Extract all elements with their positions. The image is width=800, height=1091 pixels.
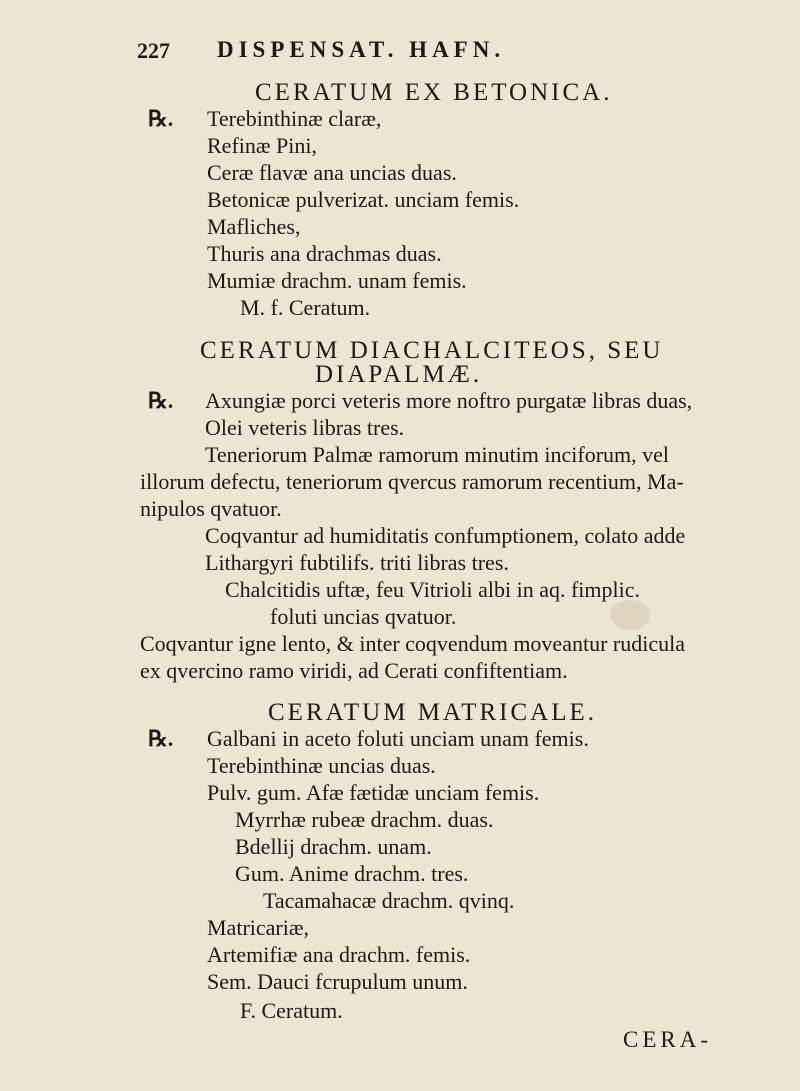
running-title: DISPENSAT. HAFN. bbox=[217, 37, 506, 62]
text-line: Teneriorum Palmæ ramorum minutim inciforum, vel bbox=[205, 442, 670, 467]
text-line: Refinæ Pini, bbox=[207, 133, 318, 158]
text-line: nipulos qvatuor. bbox=[140, 496, 282, 521]
recipe-symbol: ℞. bbox=[148, 726, 174, 751]
recipe-symbol: ℞. bbox=[148, 388, 174, 413]
text-line: Mafliches, bbox=[207, 214, 301, 239]
recipe-symbol: ℞. bbox=[148, 106, 174, 131]
text-line: Pulv. gum. Afæ fætidæ unciam femis. bbox=[207, 780, 540, 805]
text-line: Artemifiæ ana drachm. femis. bbox=[207, 942, 471, 967]
section-title-diachalciteos: CERATUM DIACHALCITEOS, SEU bbox=[200, 337, 664, 364]
text-line: Myrrhæ rubeæ drachm. duas. bbox=[235, 807, 494, 832]
text-line: Betonicæ pulverizat. unciam femis. bbox=[207, 187, 520, 212]
text-line: Thuris ana drachmas duas. bbox=[207, 241, 442, 266]
page-number: 227 bbox=[137, 38, 170, 63]
text-line: M. f. Ceratum. bbox=[240, 295, 371, 320]
text-line: ex qvercino ramo viridi, ad Cerati confiftentiam. bbox=[140, 658, 568, 683]
text-line: Coqvantur ad humiditatis confumptionem, colato adde bbox=[205, 523, 686, 548]
section-subtitle-diapalmae: DIAPALMÆ. bbox=[315, 361, 483, 388]
catchword: CERA- bbox=[623, 1027, 712, 1052]
section-title-betonica: CERATUM EX BETONICA. bbox=[255, 79, 613, 106]
text-line: F. Ceratum. bbox=[240, 998, 343, 1023]
text-line: Axungiæ porci veteris more noftro purgatæ libras duas, bbox=[205, 388, 693, 413]
text-line: Sem. Dauci fcrupulum unum. bbox=[207, 969, 468, 994]
text-line: Mumiæ drachm. unam femis. bbox=[207, 268, 467, 293]
text-line: Bdellij drachm. unam. bbox=[235, 834, 432, 859]
text-line: Terebinthinæ uncias duas. bbox=[207, 753, 436, 778]
text-line: Tacamahacæ drachm. qvinq. bbox=[263, 888, 515, 913]
text-line: Terebinthinæ claræ, bbox=[207, 106, 382, 131]
text-line: illorum defectu, teneriorum qvercus ramorum recentium, Ma- bbox=[140, 469, 684, 494]
text-line: Chalcitidis uftæ, feu Vitrioli albi in aq. fimplic. bbox=[225, 577, 640, 602]
text-line: Gum. Anime drachm. tres. bbox=[235, 861, 469, 886]
text-line: Galbani in aceto foluti unciam unam femis. bbox=[207, 726, 589, 751]
text-line: Coqvantur igne lento, & inter coqvendum moveantur rudicula bbox=[140, 631, 685, 656]
text-line: Ceræ flavæ ana uncias duas. bbox=[207, 160, 457, 185]
paper-stain bbox=[610, 600, 650, 630]
text-line: Matricariæ, bbox=[207, 915, 310, 940]
section-title-matricale: CERATUM MATRICALE. bbox=[268, 699, 598, 726]
text-line: foluti uncias qvatuor. bbox=[270, 604, 457, 629]
text-line: Lithargyri fubtilifs. triti libras tres. bbox=[205, 550, 509, 575]
text-line: Olei veteris libras tres. bbox=[205, 415, 405, 440]
